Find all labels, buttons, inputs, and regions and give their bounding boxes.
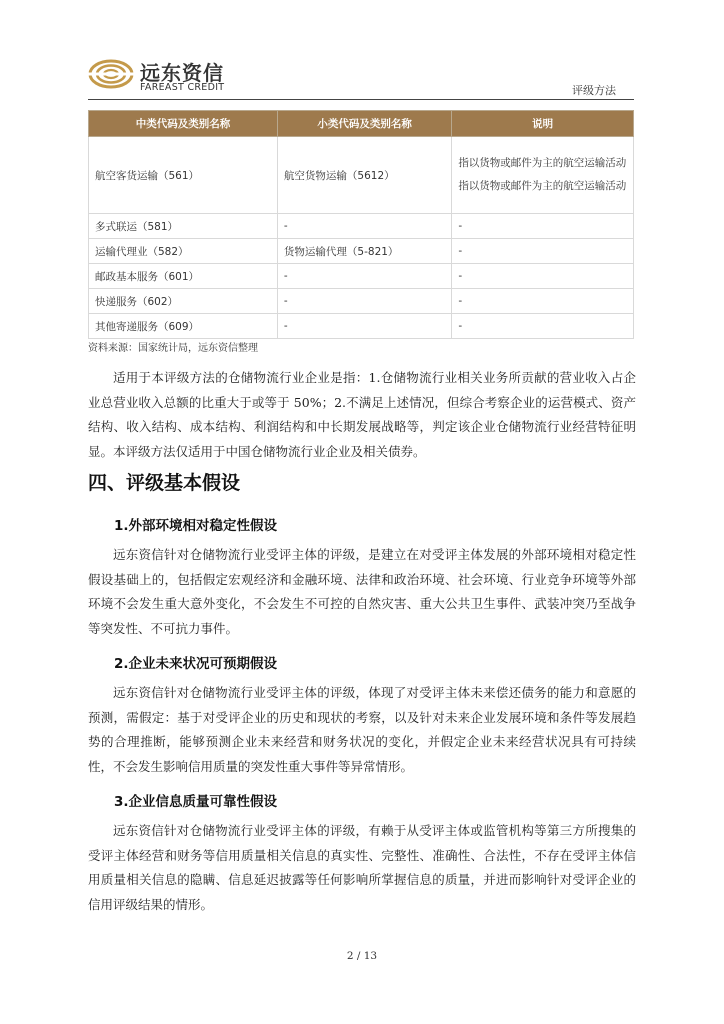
table-cell: 指以货物或邮件为主的航空运输活动 指以货物或邮件为主的航空运输活动 [452,137,634,214]
table-cell: 邮政基本服务（601） [89,264,278,289]
table-cell: - [277,289,451,314]
table-cell: 货物运输代理（5-821） [277,239,451,264]
table-cell: - [452,239,634,264]
subsection-body: 远东资信针对仓储物流行业受评主体的评级，是建立在对受评主体发展的外部环境相对稳定性假设基础上的，包括假定宏观经济和金融环境、法律和政治环境、社会环境、行业竞争环境等外部环境不会发生重大意外变化，不会发生不可控的自然灾害、重大公共卫生事件、武装冲突乃至战争等突发性、不可抗力事件。 [88,547,636,636]
table-row [89,239,634,264]
table-row [89,289,634,314]
table-source-note: 资料来源：国家统计局，远东资信整理 [88,343,258,354]
table-cell: 运输代理业（582） [89,239,278,264]
fareast-credit-logo-icon [88,58,134,90]
table-row [89,137,634,214]
column-header: 小类代码及类别名称 [277,111,451,137]
table-cell: - [452,289,634,314]
table-cell: 快递服务（602） [89,289,278,314]
column-header: 说明 [452,111,634,137]
document-type: 评级方法 [572,84,616,97]
page-number: 2 / 13 [346,950,378,962]
table-row [89,264,634,289]
column-header: 中类代码及类别名称 [89,111,278,137]
table-cell: 航空货物运输（5612） [277,137,451,214]
subsection-title: 2.企业未来状况可预期假设 [114,656,278,672]
table-header-row [89,111,634,137]
table-row [89,314,634,339]
table-cell: - [277,214,451,239]
table-cell: - [452,214,634,239]
industry-classification-table [88,110,634,339]
table-cell: - [452,314,634,339]
table-cell: 航空客货运输（561） [89,137,278,214]
brand-name-en: FAREAST CREDIT [140,82,225,93]
scope-paragraph: 适用于本评级方法的仓储物流行业企业是指：1.仓储物流行业相关业务所贡献的营业收入占企业总营业收入总额的比重大于或等于 50%；2.不满足上述情况，但综合考察企业的运营模式、资产结构、收入结构、成本结构、利润结构和中长期发展战略等，判定该企业仓储物流行业经营特征明显。本评级方法仅适用于中国仓储物流行业企业及相关债券。 [88,370,636,459]
subsection-body: 远东资信针对仓储物流行业受评主体的评级，体现了对受评主体未来偿还债务的能力和意愿的预测，需假定：基于对受评企业的历史和现状的考察，以及针对未来企业发展环境和条件等发展趋势的合理推断，能够预测企业未来经营和财务状况的变化，并假定企业未来经营状况具有可持续性，不会发生影响信用质量的突发性重大事件等异常情形。 [88,685,636,774]
subsection-body: 远东资信针对仓储物流行业受评主体的评级，有赖于从受评主体或监管机构等第三方所搜集的受评主体经营和财务等信用质量相关信息的真实性、完整性、准确性、合法性，不存在受评主体信用质量相关信息的隐瞒、信息延迟披露等任何影响所掌握信息的质量，并进而影响针对受评企业的信用评级结果的情形。 [88,823,636,912]
subsection-title: 1.外部环境相对稳定性假设 [114,518,278,534]
table-cell: - [277,314,451,339]
page-header [88,52,634,100]
table-cell: - [452,264,634,289]
table-cell: 多式联运（581） [89,214,278,239]
table-cell: - [277,264,451,289]
brand-name-cn: 远东资信 [140,61,224,85]
table-cell: 其他寄递服务（609） [89,314,278,339]
section-title: 四、评级基本假设 [88,472,241,494]
table-row [89,214,634,239]
subsection-title: 3.企业信息质量可靠性假设 [114,794,278,810]
